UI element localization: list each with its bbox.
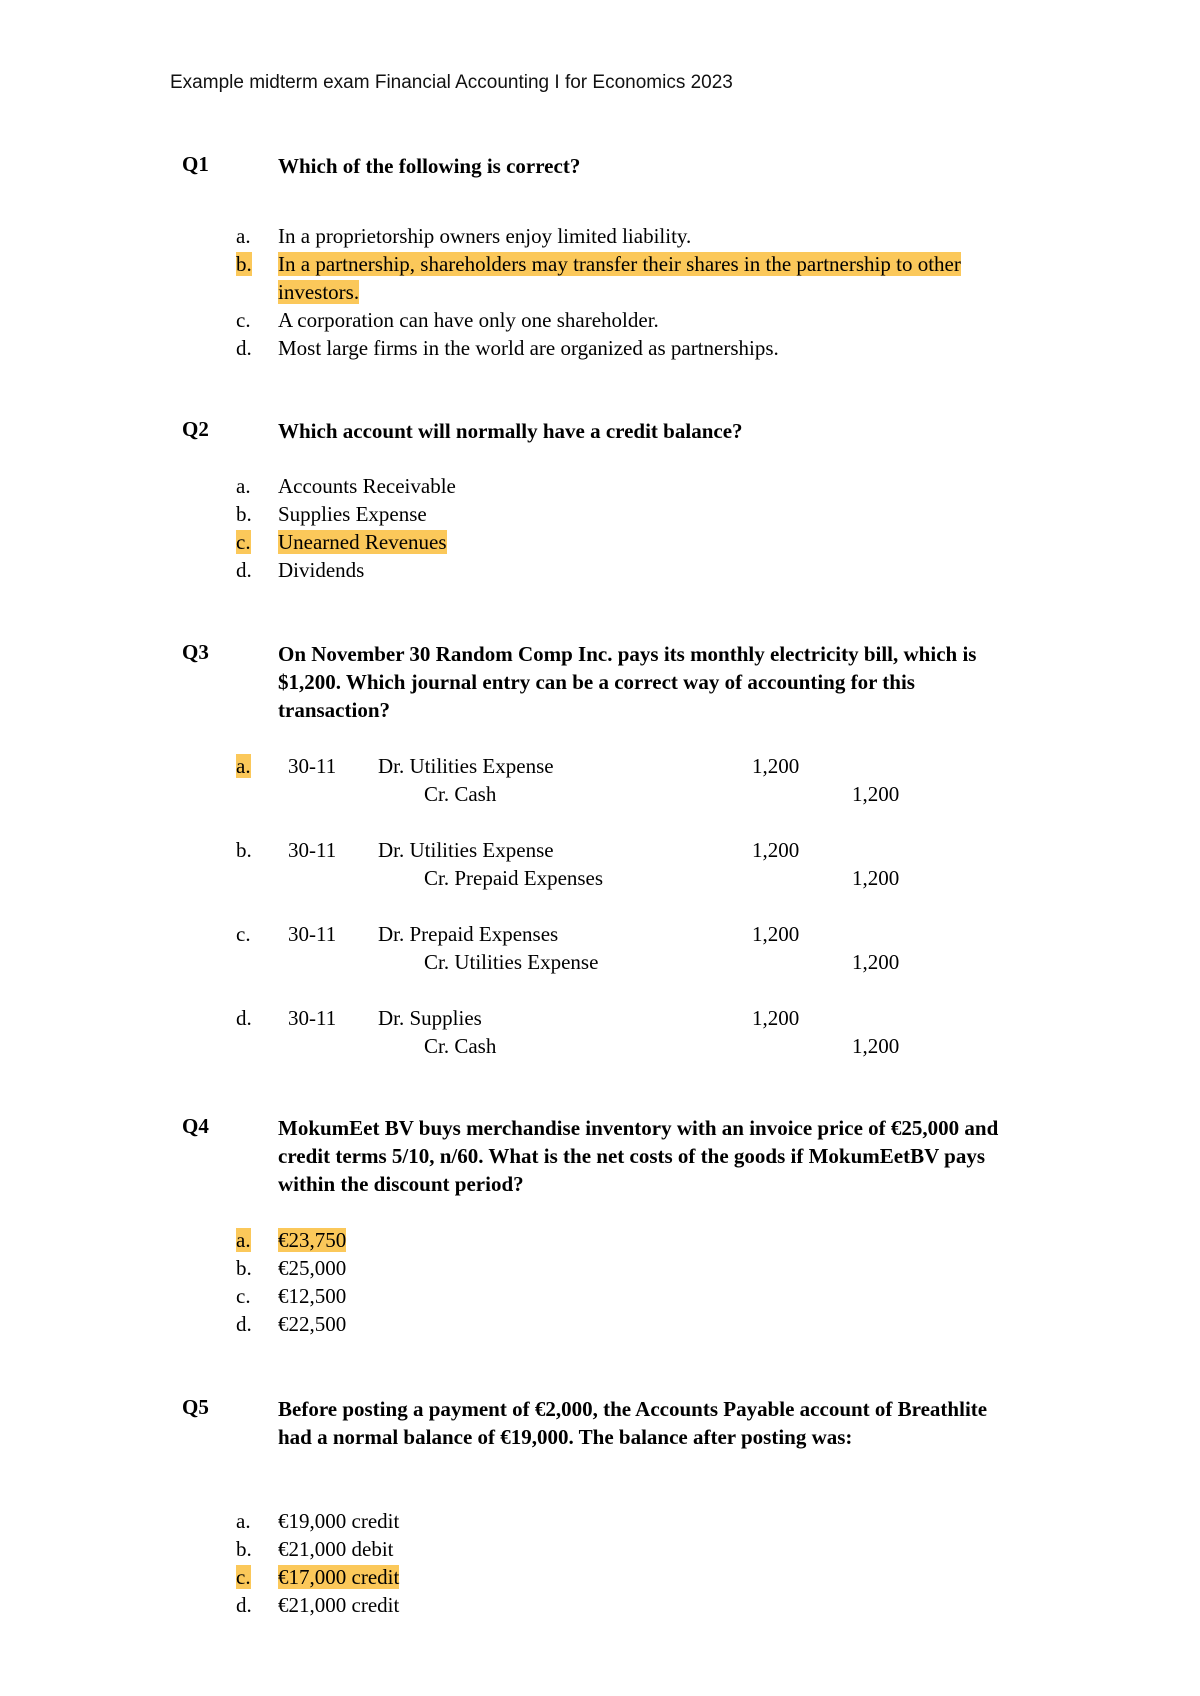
option-text: Most large firms in the world are organized as partnerships. [278, 336, 779, 360]
credit-amount: 1,200 [852, 866, 900, 890]
debit-account: Dr. Supplies [378, 1006, 482, 1030]
option-letter: a. [236, 1228, 251, 1252]
credit-account: Cr. Utilities Expense [424, 950, 599, 974]
option-text: €17,000 credit [278, 1565, 400, 1589]
credit-amount: 1,200 [852, 1034, 900, 1058]
option-text: €22,500 [278, 1312, 347, 1336]
question-number: Q1 [182, 152, 209, 176]
credit-account: Cr. Cash [424, 1034, 497, 1058]
option-text: €21,000 debit [278, 1537, 394, 1561]
question-text: Which account will normally have a credit balance? [278, 419, 743, 443]
entry-date: 30-11 [288, 922, 337, 946]
question-number: Q4 [182, 1114, 209, 1138]
option-text: Accounts Receivable [278, 474, 456, 498]
entry-date: 30-11 [288, 1006, 337, 1030]
option-letter: a. [236, 474, 251, 498]
option-letter: b. [236, 838, 252, 862]
journal-entry-option-a[interactable] [236, 752, 1036, 808]
option-letter: b. [236, 1256, 252, 1280]
question-number: Q3 [182, 640, 209, 664]
debit-account: Dr. Utilities Expense [378, 838, 554, 862]
question-number: Q2 [182, 417, 209, 441]
option-letter: b. [236, 252, 252, 276]
option-text: Supplies Expense [278, 502, 427, 526]
option-letter: c. [236, 530, 251, 554]
journal-entry-option-b[interactable] [236, 836, 1036, 892]
option-letter: a. [236, 224, 251, 248]
option-letter: d. [236, 1312, 252, 1336]
option-letter: b. [236, 502, 252, 526]
debit-amount: 1,200 [752, 1006, 800, 1030]
option-letter: c. [236, 1565, 251, 1589]
debit-account: Dr. Prepaid Expenses [378, 922, 559, 946]
option-text: A corporation can have only one shareholder. [278, 308, 659, 332]
journal-entry-option-c[interactable] [236, 920, 1036, 976]
option-letter: d. [236, 336, 252, 360]
question-text: Which of the following is correct? [278, 154, 581, 178]
entry-date: 30-11 [288, 754, 337, 778]
option-text: Dividends [278, 558, 365, 582]
option-letter: c. [236, 1284, 251, 1308]
credit-account: Cr. Cash [424, 782, 497, 806]
option-letter: d. [236, 1593, 252, 1617]
option-letter: a. [236, 1509, 251, 1533]
question-text: On November 30 Random Comp Inc. pays its monthly electricity bill, which is $1,200. Which journal entry can be a correct way of accounting for this transaction? [278, 642, 977, 722]
page-header: Example midterm exam Financial Accounting I for Economics 2023 [170, 72, 733, 93]
option-text: €12,500 [278, 1284, 347, 1308]
option-letter: b. [236, 1537, 252, 1561]
debit-amount: 1,200 [752, 754, 800, 778]
option-letter: d. [236, 558, 252, 582]
debit-amount: 1,200 [752, 838, 800, 862]
option-text: In a proprietorship owners enjoy limited liability. [278, 224, 692, 248]
option-letter: d. [236, 1006, 252, 1030]
question-text: MokumEet BV buys merchandise inventory with an invoice price of €25,000 and credit terms 5/10, n/60. What is the net costs of the goods if MokumEetBV pays within the discount period? [278, 1116, 999, 1196]
option-letter: c. [236, 308, 251, 332]
option-letter: c. [236, 922, 251, 946]
option-text: €23,750 [278, 1228, 347, 1252]
option-letter: a. [236, 754, 251, 778]
debit-amount: 1,200 [752, 922, 800, 946]
credit-amount: 1,200 [852, 950, 900, 974]
option-text: In a partnership, shareholders may transfer their shares in the partnership to other investors. [278, 252, 961, 304]
option-text: €25,000 [278, 1256, 347, 1280]
option-text: Unearned Revenues [278, 530, 447, 554]
journal-entry-option-d[interactable] [236, 1004, 1036, 1060]
credit-account: Cr. Prepaid Expenses [424, 866, 604, 890]
entry-date: 30-11 [288, 838, 337, 862]
credit-amount: 1,200 [852, 782, 900, 806]
debit-account: Dr. Utilities Expense [378, 754, 554, 778]
option-text: €21,000 credit [278, 1593, 400, 1617]
option-text: €19,000 credit [278, 1509, 400, 1533]
question-text: Before posting a payment of €2,000, the Accounts Payable account of Breathlite had a normal balance of €19,000. The balance after posting was: [278, 1397, 988, 1449]
question-number: Q5 [182, 1395, 209, 1419]
